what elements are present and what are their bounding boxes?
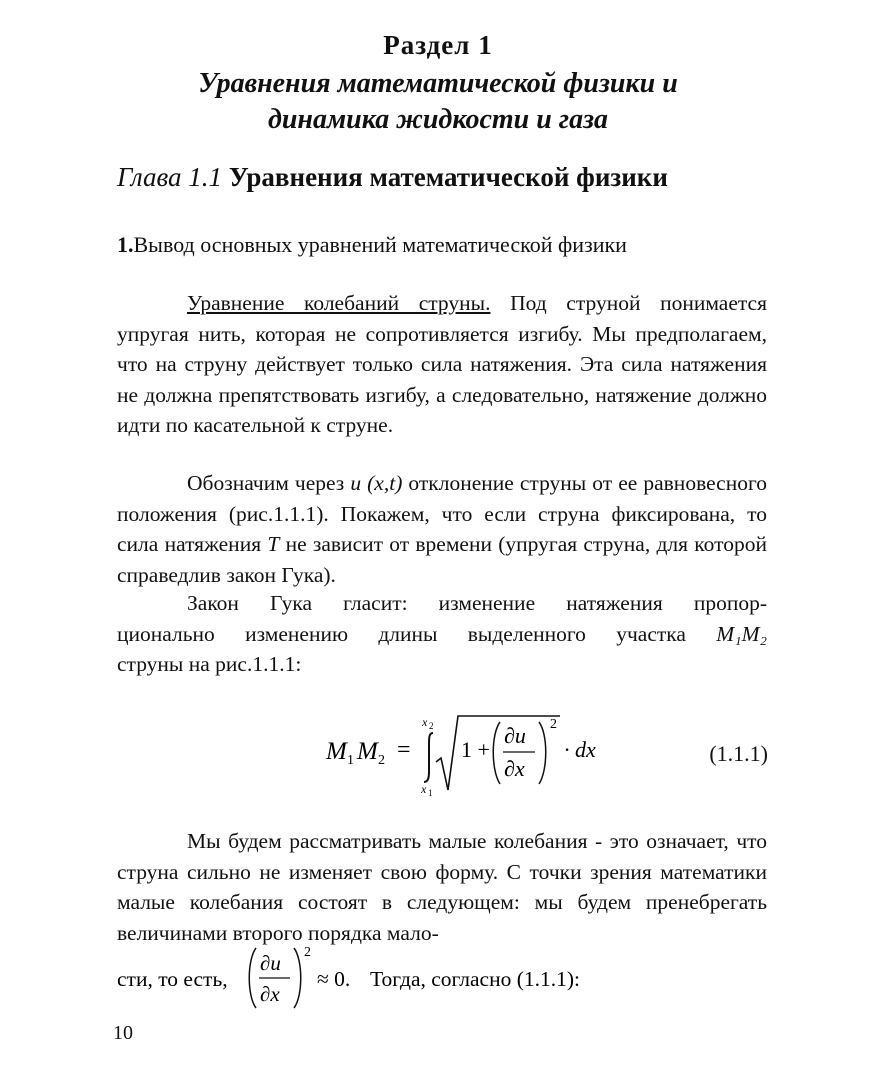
eq-dx: · dx bbox=[564, 737, 596, 762]
paragraph-deflection bbox=[117, 468, 767, 590]
chapter-title: Уравнения математической физики bbox=[228, 162, 668, 192]
integral-sign-icon bbox=[424, 733, 433, 782]
eq-denominator: ∂x bbox=[504, 756, 525, 781]
eq-power: 2 bbox=[550, 717, 557, 732]
math-xt: (x,t) bbox=[361, 471, 403, 495]
inline-power: 2 bbox=[304, 945, 311, 960]
inline-left-paren-icon bbox=[249, 948, 256, 1008]
math-T: T bbox=[267, 532, 280, 556]
inline-denominator: ∂x bbox=[260, 982, 280, 1006]
section-subtitle-line1: Уравнения математической физики и bbox=[198, 68, 678, 99]
paragraph2-text-b: отклонение струны от ее равновесного положения (рис.1.1.1). Покажем, что если струна фиксирована, то сила натяжения bbox=[117, 471, 767, 556]
math-m1m2: M₁M₂ bbox=[716, 621, 767, 646]
section-subtitle-line2: динамика жидкости и газа bbox=[267, 104, 609, 135]
eq-lhs-sub1: 1 bbox=[347, 753, 354, 768]
eq-lhs-m2: M bbox=[357, 738, 378, 765]
subsection-number: 1. bbox=[117, 232, 134, 257]
inline-approx: ≈ 0. bbox=[317, 967, 351, 991]
left-paren-icon bbox=[493, 722, 500, 784]
paragraph3-line1: Закон Гука гласит: изменение натяжения пропор- bbox=[187, 591, 767, 615]
right-paren-icon bbox=[539, 722, 546, 784]
inline-numerator: ∂u bbox=[260, 951, 281, 975]
page-number: 10 bbox=[113, 1022, 133, 1044]
inline-right-paren-icon bbox=[294, 948, 301, 1008]
chapter-heading bbox=[117, 162, 668, 193]
subsection-title: Вывод основных уравнений математической физики bbox=[133, 232, 627, 257]
inline-formula-graphic bbox=[117, 940, 767, 1010]
eq-upper-sub: 2 bbox=[429, 721, 434, 731]
eq-lower-limit: x bbox=[421, 782, 427, 796]
paragraph-small-oscillations: Мы будем рассматривать малые колебания - это означает, что струна сильно не изменяет свою форму. С точки зрения математики малые колебания состоят в следующем: мы будем пренебрегать величинами второго порядка мало- bbox=[117, 829, 767, 945]
paragraph2-text-c: не зависит от времени (упругая струна, для которой справедлив закон Гука). bbox=[117, 532, 767, 587]
inline-lead: сти, то есть, bbox=[117, 967, 228, 991]
eq-lower-sub: 1 bbox=[428, 788, 433, 798]
paragraph-hooke-law bbox=[117, 588, 767, 680]
paragraph2-text-a: Обозначим через bbox=[187, 471, 351, 495]
section-subtitle bbox=[0, 66, 876, 138]
eq-upper-limit: x bbox=[422, 715, 428, 729]
chapter-label: Глава 1.1 bbox=[117, 162, 223, 192]
eq-lhs-sub2: 2 bbox=[378, 753, 385, 768]
paragraph-string-vibration bbox=[117, 288, 767, 441]
eq-numerator: ∂u bbox=[504, 723, 526, 748]
equation-1-1-1 bbox=[0, 700, 876, 810]
eq-equals: = bbox=[397, 737, 411, 763]
inline-tail: Тогда, согласно (1.1.1): bbox=[370, 967, 581, 991]
underlined-lead: Уравнение колебаний струны. bbox=[187, 291, 491, 315]
paragraph3-line2-text: ционально изменению длины выделенного участка bbox=[117, 621, 717, 646]
eq-lhs-m1: M bbox=[326, 738, 347, 765]
paragraph1-text: Под струной понимается упругая нить, которая не сопротивляется изгибу. Мы предполагаем, что на струну действует только сила натяжения. Эта сила натяжения не должна препятствовать изгибу, а следовательно, натяжение должно идти по касательной к струне. bbox=[117, 291, 767, 437]
equation-number: (1.1.1) bbox=[709, 741, 768, 766]
math-u: u bbox=[350, 471, 362, 495]
paragraph3-line2 bbox=[117, 619, 767, 650]
eq-one-plus: 1 + bbox=[461, 737, 490, 762]
subsection-heading bbox=[117, 232, 627, 258]
section-title: Раздел 1 bbox=[383, 30, 493, 60]
paragraph3-line3: струны на рис.1.1.1: bbox=[117, 652, 302, 676]
inline-formula-line bbox=[117, 940, 767, 1010]
